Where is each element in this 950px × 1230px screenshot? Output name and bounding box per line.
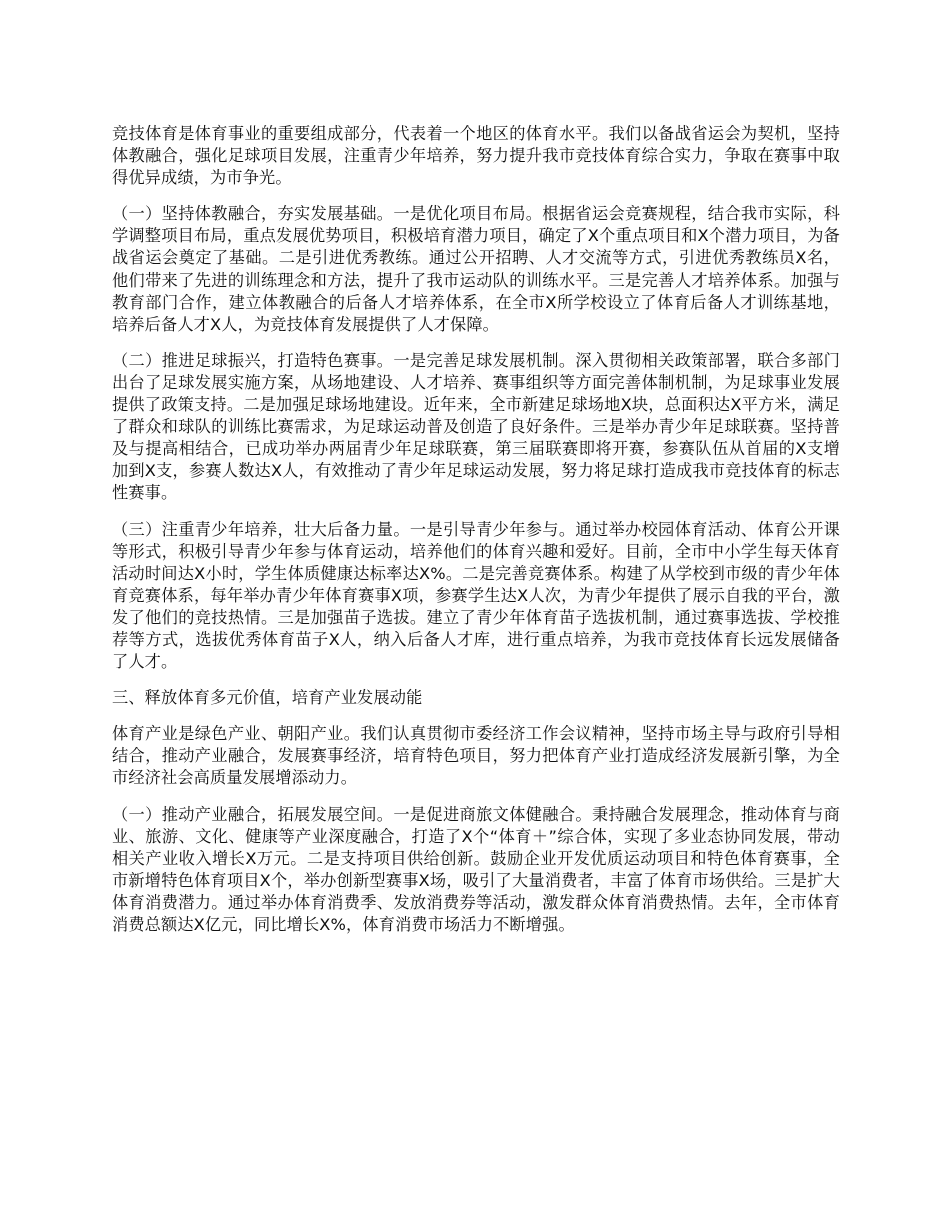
- paragraph-industry-intro: 体育产业是绿色产业、朝阳产业。我们认真贯彻市委经济工作会议精神，坚持市场主导与政府引导相结合，推动产业融合，发展赛事经济，培育特色项目，努力把体育产业打造成经济发展新引擎，为全市经济社会高质量发展增添动力。: [112, 724, 840, 788]
- document-page: [112, 123, 840, 950]
- paragraph-section-2: （二）推进足球振兴，打造特色赛事。一是完善足球发展机制。深入贯彻相关政策部署，联合多部门出台了足球发展实施方案，从场地建设、人才培养、赛事组织等方面完善体制机制，为足球事业发展提供了政策支持。二是加强足球场地建设。近年来，全市新建足球场地X块，总面积达X平方米，满足了群众和球队的训练比赛需求，为足球运动普及创造了良好条件。三是举办青少年足球联赛。坚持普及与提高相结合，已成功举办两届青少年足球联赛，第三届联赛即将开赛，参赛队伍从首届的X支增加到X支，参赛人数达X人，有效推动了青少年足球运动发展，努力将足球打造成我市竞技体育的标志性赛事。: [112, 350, 840, 503]
- section-heading: 三、释放体育多元价值，培育产业发展动能: [112, 688, 423, 708]
- paragraph-section-1: （一）坚持体教融合，夯实发展基础。一是优化项目布局。根据省运会竞赛规程，结合我市实际，科学调整项目布局，重点发展优势项目，积极培育潜力项目，确定了X个重点项目和X个潜力项目，为备战省运会奠定了基础。二是引进优秀教练。通过公开招聘、人才交流等方式，引进优秀教练员X名，他们带来了先进的训练理念和方法，提升了我市运动队的训练水平。三是完善人才培养体系。加强与教育部门合作，建立体教融合的后备人才培养体系，在全市X所学校设立了体育后备人才训练基地，培养后备人才X人，为竞技体育发展提供了人才保障。: [112, 204, 840, 334]
- paragraph-section-3: （三）注重青少年培养，壮大后备力量。一是引导青少年参与。通过举办校园体育活动、体育公开课等形式，积极引导青少年参与体育运动，培养他们的体育兴趣和爱好。目前，全市中小学生每天体育活动时间达X小时，学生体质健康达标率达X%。二是完善竞赛体系。构建了从学校到市级的青少年体育竞赛体系，每年举办青少年体育赛事X项，参赛学生达X人次，为青少年提供了展示自我的平台，激发了他们的竞技热情。三是加强苗子选拔。建立了青少年体育苗子选拔机制，通过赛事选拔、学校推荐等方式，选拔优秀体育苗子X人，纳入后备人才库，进行重点培养，为我市竞技体育长远发展储备了人才。: [112, 519, 840, 672]
- paragraph-industry-1: （一）推动产业融合，拓展发展空间。一是促进商旅文体健融合。秉持融合发展理念，推动体育与商业、旅游、文化、健康等产业深度融合，打造了X个“体育＋”综合体，实现了多业态协同发展，带动相关产业收入增长X万元。二是支持项目供给创新。鼓励企业开发优质运动项目和特色体育赛事，全市新增特色体育项目X个，举办创新型赛事X场，吸引了大量消费者，丰富了体育市场供给。三是扩大体育消费潜力。通过举办体育消费季、发放消费券等活动，激发群众体育消费热情。去年，全市体育消费总额达X亿元，同比增长X%，体育消费市场活力不断增强。: [112, 804, 840, 934]
- paragraph-intro: 竞技体育是体育事业的重要组成部分，代表着一个地区的体育水平。我们以备战省运会为契机，坚持体教融合，强化足球项目发展，注重青少年培养，努力提升我市竞技体育综合实力，争取在赛事中取得优异成绩，为市争光。: [112, 124, 840, 188]
